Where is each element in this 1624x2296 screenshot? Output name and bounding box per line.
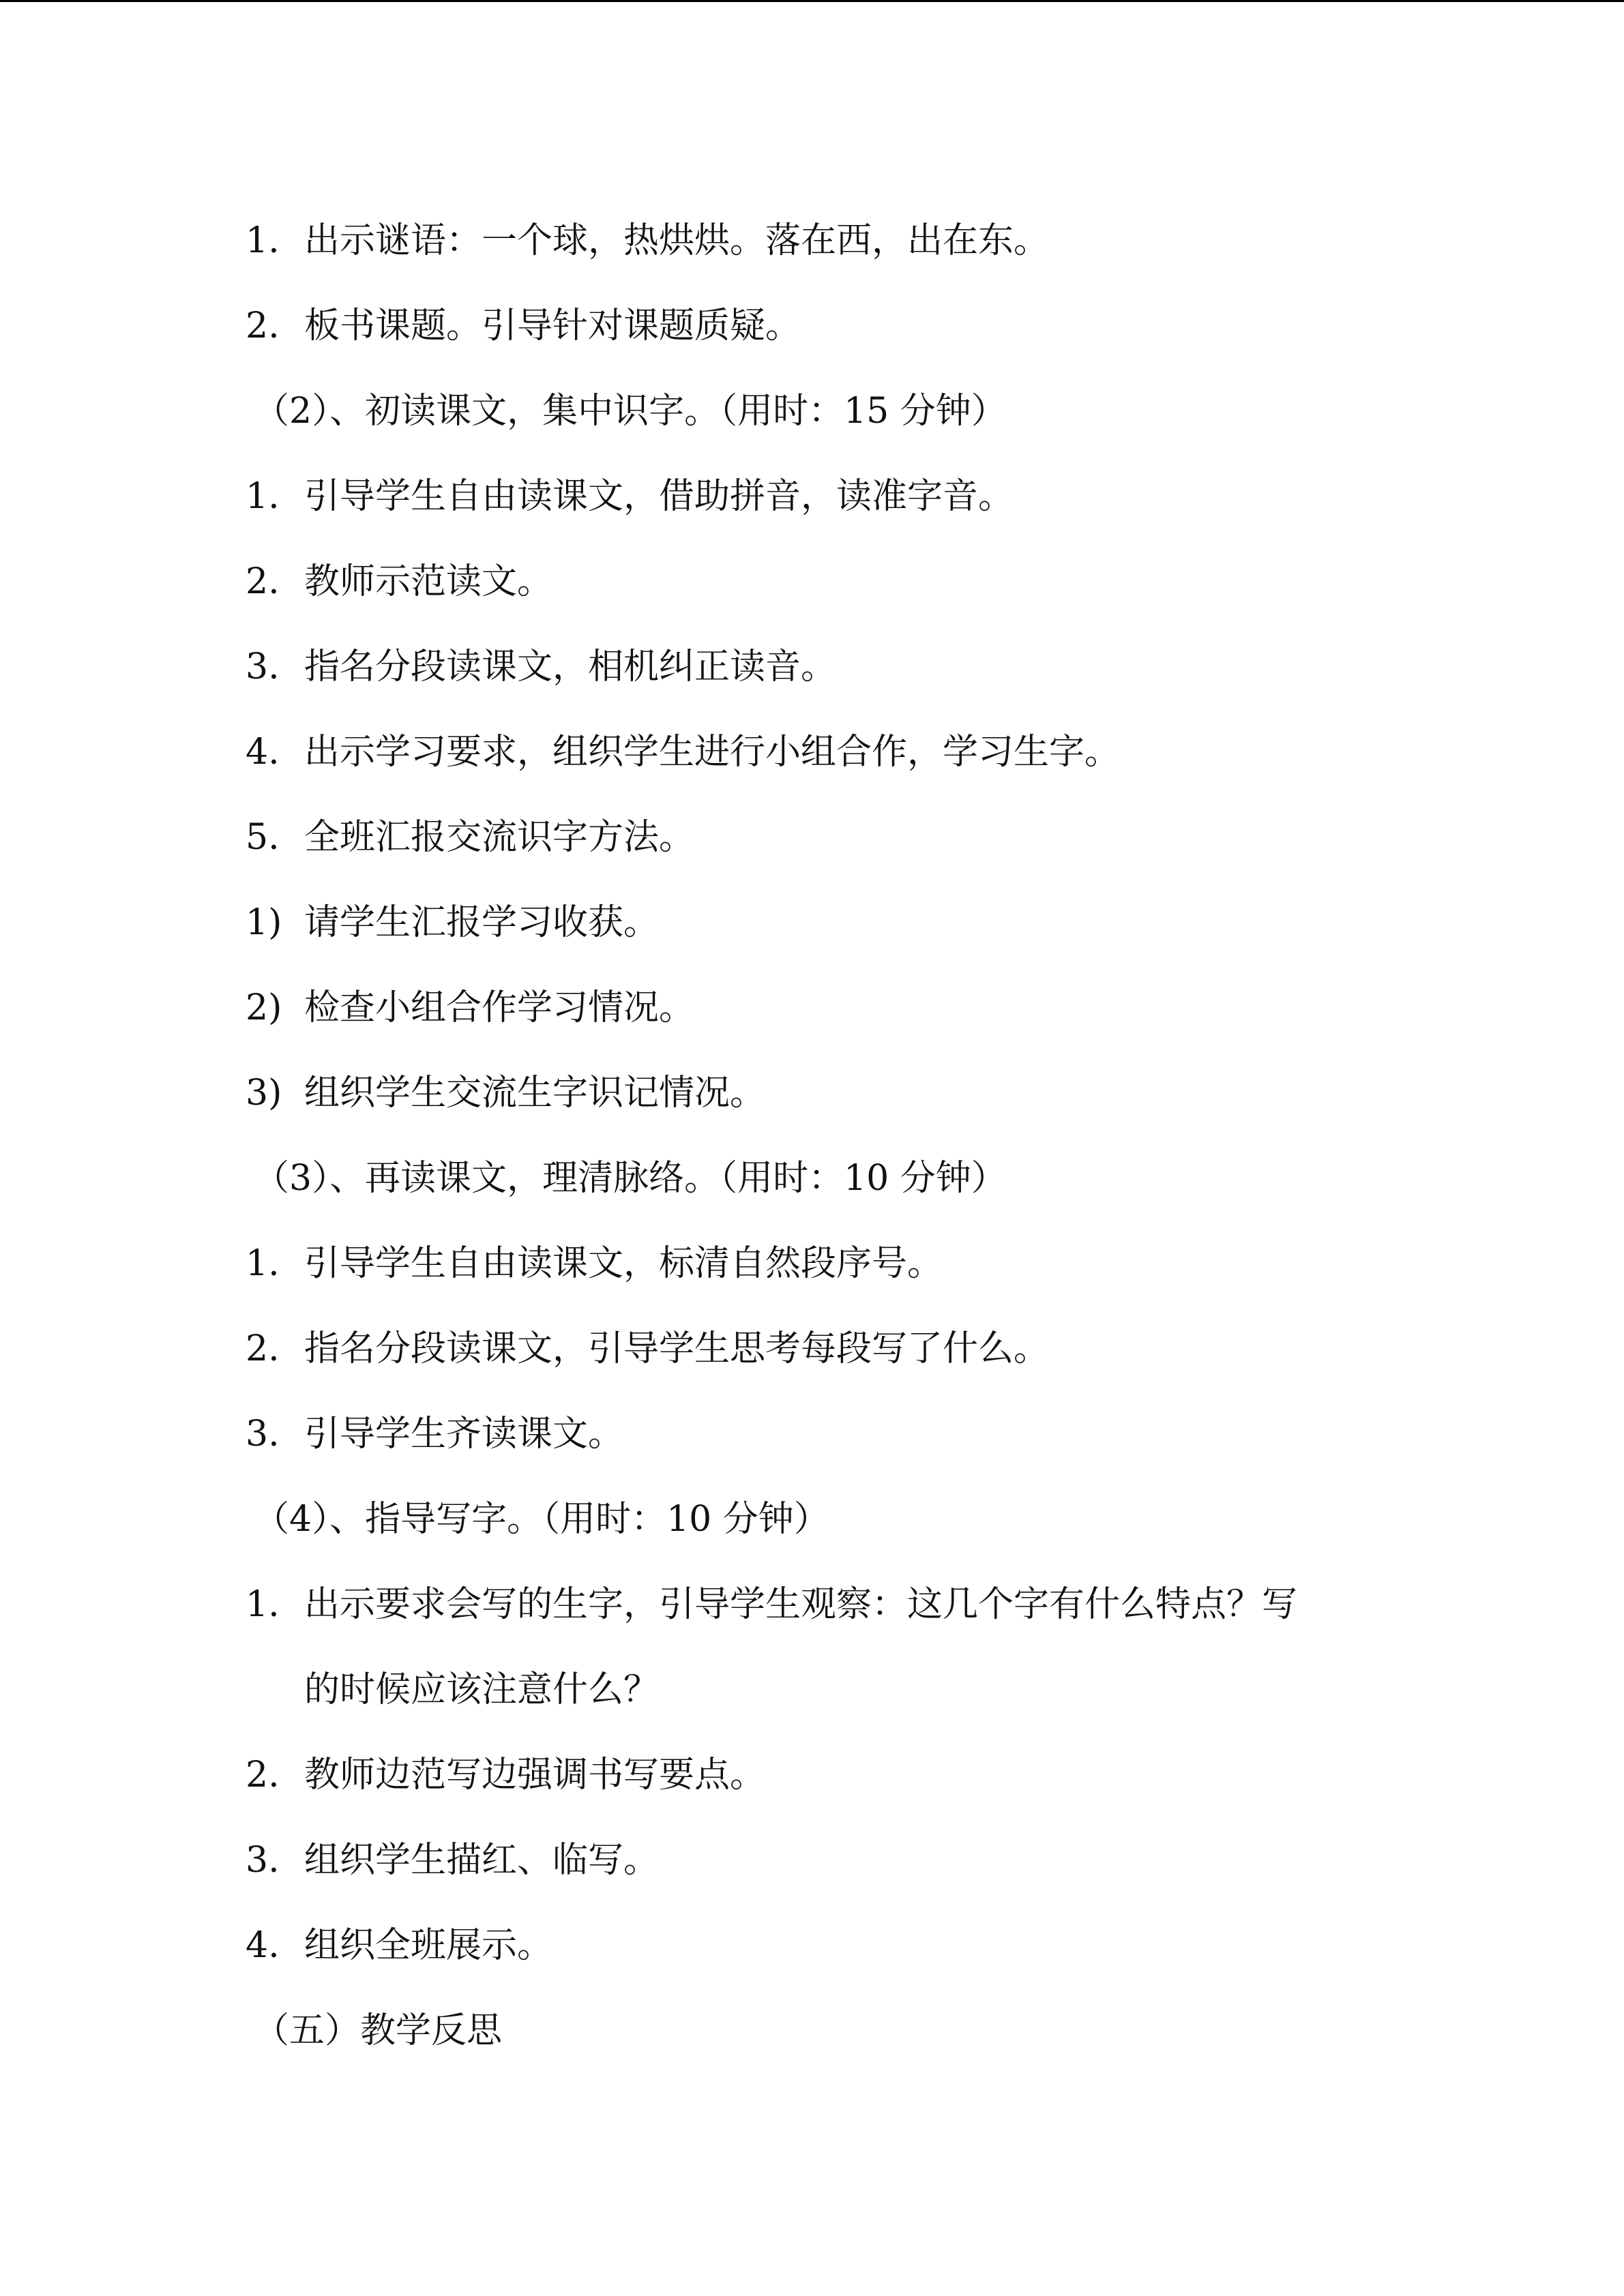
section-heading bbox=[254, 1492, 829, 1547]
item-text: 教师边范写边强调书写要点。 bbox=[304, 1755, 766, 1795]
item-text: 出示谜语：一个球，热烘烘。落在西，出在东。 bbox=[304, 220, 1050, 261]
list-item bbox=[246, 1833, 659, 1888]
section-heading-text: （2）、初读课文，集中识字。（用时：15 分钟） bbox=[254, 391, 1007, 432]
item-number: 2. bbox=[246, 1755, 280, 1795]
item-number: 2) bbox=[246, 987, 282, 1028]
item-number: 2. bbox=[246, 305, 280, 346]
item-text: 引导学生自由读课文，标清自然段序号。 bbox=[304, 1243, 943, 1284]
item-text: 引导学生齐读课文。 bbox=[304, 1414, 624, 1455]
list-item bbox=[246, 554, 552, 609]
sub-list-item bbox=[246, 895, 659, 950]
item-text: 教师示范读文。 bbox=[304, 561, 553, 602]
section-heading-text: （3）、再读课文，理清脉络。（用时：10 分钟） bbox=[254, 1158, 1007, 1199]
section-heading bbox=[254, 2003, 502, 2058]
list-item bbox=[246, 299, 801, 353]
item-number: 3. bbox=[246, 1840, 280, 1881]
item-text: 组织全班展示。 bbox=[304, 1925, 553, 1966]
sub-list-item bbox=[246, 1066, 765, 1120]
item-text: 出示学习要求，组织学生进行小组合作，学习生字。 bbox=[304, 732, 1121, 773]
item-text: 检查小组合作学习情况。 bbox=[304, 987, 695, 1028]
list-item bbox=[246, 640, 836, 694]
item-number: 1. bbox=[246, 1584, 280, 1625]
item-number: 1) bbox=[246, 902, 282, 943]
section-heading bbox=[254, 384, 1007, 438]
list-item bbox=[246, 469, 1014, 524]
item-text: 组织学生交流生字识记情况。 bbox=[304, 1073, 766, 1114]
sub-list-item bbox=[246, 981, 694, 1035]
section-heading-text: （五）教学反思 bbox=[254, 2010, 503, 2051]
list-item bbox=[246, 1407, 623, 1461]
list-item bbox=[246, 213, 1049, 268]
item-number: 2. bbox=[246, 561, 280, 602]
item-number: 1. bbox=[246, 220, 280, 261]
item-number: 1. bbox=[246, 476, 280, 517]
item-number: 4. bbox=[246, 732, 280, 773]
section-heading-text: （4）、指导写字。（用时：10 分钟） bbox=[254, 1499, 829, 1540]
item-number: 3) bbox=[246, 1073, 282, 1114]
item-text: 引导学生自由读课文，借助拼音，读准字音。 bbox=[304, 476, 1014, 517]
list-item bbox=[246, 810, 694, 865]
item-text: 请学生汇报学习收获。 bbox=[304, 902, 660, 943]
item-text: 的时候应该注意什么？ bbox=[304, 1669, 660, 1710]
item-text: 板书课题。引导针对课题质疑。 bbox=[304, 305, 801, 346]
item-number: 1. bbox=[246, 1243, 280, 1284]
list-item bbox=[246, 1748, 765, 1802]
list-item bbox=[246, 1236, 943, 1291]
list-item bbox=[246, 1322, 1049, 1376]
item-text: 指名分段读课文，引导学生思考每段写了什么。 bbox=[304, 1328, 1050, 1369]
list-item bbox=[246, 1918, 552, 1973]
item-text: 全班汇报交流识字方法。 bbox=[304, 817, 695, 858]
list-item bbox=[246, 725, 1120, 779]
item-text: 指名分段读课文，相机纠正读音。 bbox=[304, 646, 837, 687]
item-number: 5. bbox=[246, 817, 280, 858]
item-text: 组织学生描红、临写。 bbox=[304, 1840, 660, 1881]
item-text: 出示要求会写的生字，引导学生观察：这几个字有什么特点？写 bbox=[304, 1584, 1298, 1625]
item-number: 2. bbox=[246, 1328, 280, 1369]
list-item bbox=[246, 1577, 1297, 1632]
list-item-continuation bbox=[304, 1663, 659, 1717]
item-number: 3. bbox=[246, 646, 280, 687]
item-number: 3. bbox=[246, 1414, 280, 1455]
item-number: 4. bbox=[246, 1925, 280, 1966]
section-heading bbox=[254, 1151, 1007, 1206]
